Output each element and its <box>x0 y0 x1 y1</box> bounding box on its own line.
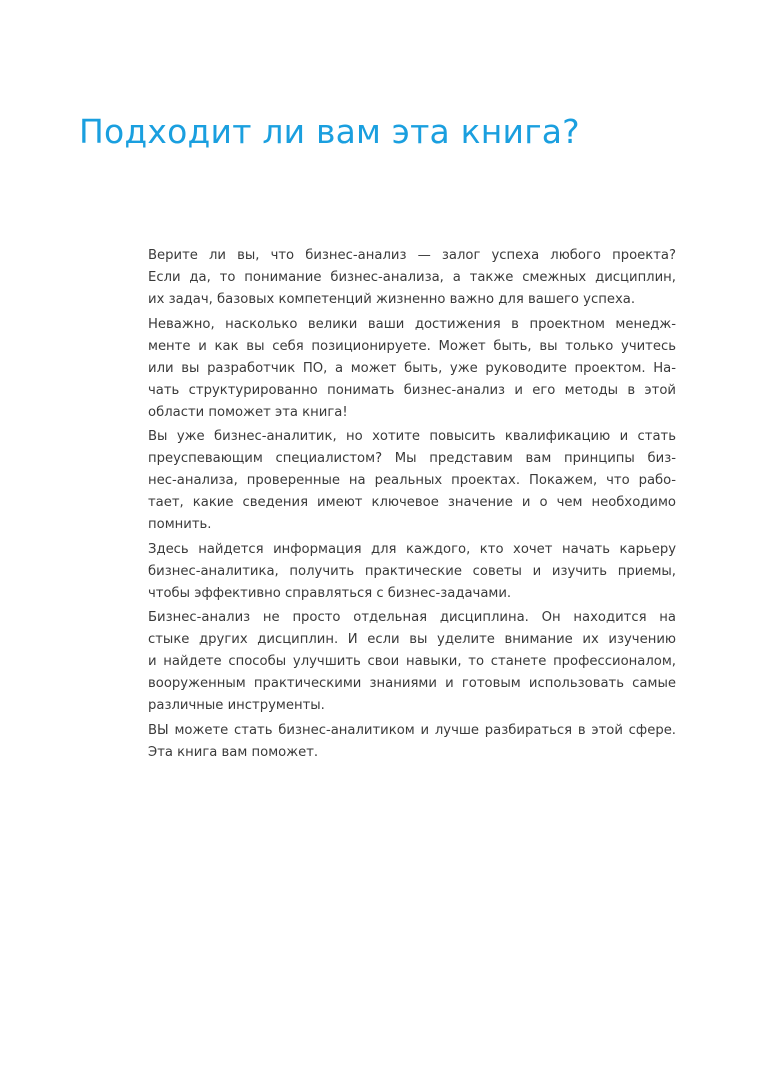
text-line: Если да, то понимание бизнес-анализа, а также смежных дисциплин, <box>148 270 676 285</box>
text-line: Верите ли вы, что бизнес-анализ — залог успеха любого проекта? <box>148 248 676 263</box>
text-line: области поможет эта книга! <box>148 404 348 420</box>
paragraph <box>148 314 676 424</box>
text-line: нес-анализа, проверенные на реальных проектах. Покажем, что рабо- <box>148 473 676 488</box>
text-line: вооруженным практическими знаниями и готовым использовать самые <box>148 676 676 691</box>
text-line: чать структурированно понимать бизнес-анализ и его методы в этой <box>148 382 676 398</box>
paragraph <box>148 426 676 536</box>
text-line: помнить. <box>148 517 212 532</box>
text-line: Эта книга вам поможет. <box>148 744 319 760</box>
paragraph <box>148 720 676 764</box>
paragraph <box>148 539 676 605</box>
body-text <box>148 245 676 766</box>
text-line: бизнес-аналитика, получить практические советы и изучить приемы, <box>148 563 676 579</box>
text-line: чтобы эффективно справляться с бизнес-задачами. <box>148 585 512 601</box>
text-line: их задач, базовых компетенций жизненно важно для вашего успеха. <box>148 292 636 307</box>
text-line: различные инструменты. <box>148 698 325 713</box>
text-line: или вы разработчик ПО, а может быть, уже руководите проектом. На- <box>148 360 676 376</box>
text-line: ВЫ можете стать бизнес-аналитиком и лучше разбираться в этой сфере. <box>148 722 676 738</box>
paragraph <box>148 245 676 311</box>
paragraph <box>148 607 676 717</box>
text-line: Здесь найдется информация для каждого, кто хочет начать карьеру <box>148 541 676 557</box>
text-line: тает, какие сведения имеют ключевое значение и о чем необходимо <box>148 495 676 510</box>
text-line: стыке других дисциплин. И если вы уделите внимание их изучению <box>148 632 676 647</box>
text-line: преуспевающим специалистом? Мы представим вам принципы биз- <box>148 451 676 466</box>
text-line: менте и как вы себя позиционируете. Может быть, вы только учитесь <box>148 338 676 354</box>
text-line: Вы уже бизнес-аналитик, но хотите повысить квалификацию и стать <box>148 429 676 444</box>
text-line: Бизнес-анализ не просто отдельная дисциплина. Он находится на <box>148 610 676 625</box>
text-line: и найдете способы улучшить свои навыки, то станете профессионалом, <box>148 654 676 669</box>
text-line: Неважно, насколько велики ваши достижения в проектном менедж- <box>148 316 676 332</box>
page-title: Подходит ли вам эта книга? <box>79 112 580 151</box>
